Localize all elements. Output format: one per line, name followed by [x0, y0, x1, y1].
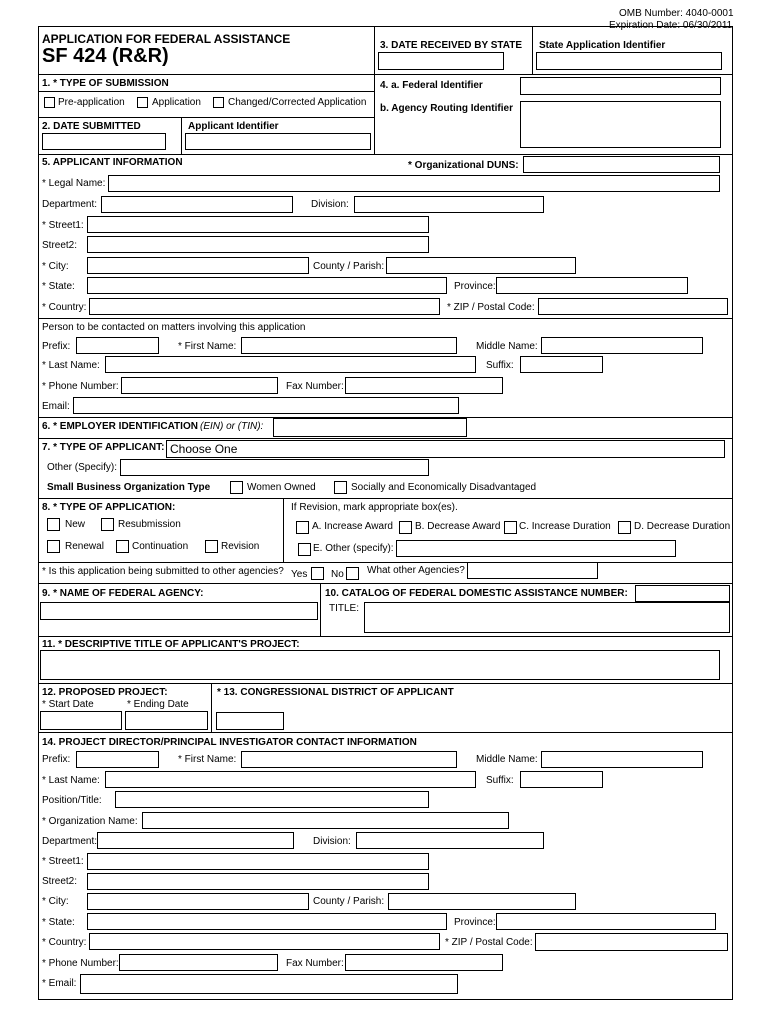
other-revision-checkbox[interactable] — [298, 543, 311, 556]
project-title-title: 11. * DESCRIPTIVE TITLE OF APPLICANT'S PROJECT: — [42, 639, 300, 650]
pd-middle-name-input[interactable] — [541, 751, 703, 768]
state-input[interactable] — [87, 277, 447, 294]
pd-prefix-label: Prefix: — [42, 754, 71, 765]
pd-country-label: * Country: — [42, 937, 87, 948]
pd-email-input[interactable] — [80, 974, 458, 994]
resubmission-label: Resubmission — [118, 519, 181, 530]
pd-province-input[interactable] — [496, 913, 716, 930]
resubmission-checkbox[interactable] — [101, 518, 114, 531]
agency-routing-label: b. Agency Routing Identifier — [380, 103, 513, 114]
decrease-duration-label: D. Decrease Duration — [634, 521, 731, 532]
proposed-project-title: 12. PROPOSED PROJECT: — [42, 687, 168, 698]
yes-checkbox[interactable] — [311, 567, 324, 580]
pd-city-label: * City: — [42, 896, 69, 907]
country-label: * Country: — [42, 302, 87, 313]
ein-title-italic: (EIN) or (TIN): — [200, 421, 264, 432]
pd-street2-label: Street2: — [42, 876, 78, 887]
duns-input[interactable] — [523, 156, 720, 173]
increase-duration-label: C. Increase Duration — [519, 521, 611, 532]
first-name-label: * First Name: — [178, 341, 237, 352]
city-label: * City: — [42, 261, 69, 272]
congressional-district-input[interactable] — [216, 712, 284, 730]
other-specify-label: Other (Specify): — [47, 462, 118, 473]
pd-county-input[interactable] — [388, 893, 576, 910]
decrease-award-checkbox[interactable] — [399, 521, 412, 534]
pd-last-name-input[interactable] — [105, 771, 476, 788]
type-of-application-title: 8. * TYPE OF APPLICATION: — [42, 502, 176, 513]
phone-label: * Phone Number: — [42, 381, 119, 392]
zip-input[interactable] — [538, 298, 728, 315]
pd-street1-label: * Street1: — [42, 856, 84, 867]
last-name-input[interactable] — [105, 356, 476, 373]
pd-state-input[interactable] — [87, 913, 447, 930]
renewal-checkbox[interactable] — [47, 540, 60, 553]
applicant-identifier-input[interactable] — [185, 133, 371, 150]
pd-fax-input[interactable] — [345, 954, 503, 971]
applicant-identifier-label: Applicant Identifier — [188, 121, 279, 132]
suffix-input[interactable] — [520, 356, 603, 373]
federal-identifier-label: 4. a. Federal Identifier — [380, 80, 483, 91]
pre-application-label: Pre-application — [58, 97, 125, 108]
changed-application-label: Changed/Corrected Application — [228, 97, 367, 108]
no-checkbox[interactable] — [346, 567, 359, 580]
application-checkbox[interactable] — [137, 97, 148, 108]
state-app-id-input[interactable] — [536, 52, 722, 70]
revision-checkbox[interactable] — [205, 540, 218, 553]
prefix-label: Prefix: — [42, 341, 71, 352]
increase-duration-checkbox[interactable] — [504, 521, 517, 534]
changed-application-checkbox[interactable] — [213, 97, 224, 108]
date-submitted-input[interactable] — [42, 133, 166, 150]
pd-department-label: Department: — [42, 836, 98, 847]
revision-note: If Revision, mark appropriate box(es). — [291, 502, 458, 513]
project-title-input[interactable] — [40, 650, 720, 680]
province-input[interactable] — [496, 277, 688, 294]
pd-first-name-label: * First Name: — [178, 754, 237, 765]
fax-input[interactable] — [345, 377, 503, 394]
pd-suffix-input[interactable] — [520, 771, 603, 788]
socially-disadvantaged-checkbox[interactable] — [334, 481, 347, 494]
pd-street2-input[interactable] — [87, 873, 429, 890]
contact-note: Person to be contacted on matters involving this application — [42, 322, 306, 333]
email-input[interactable] — [73, 397, 459, 414]
street1-input[interactable] — [87, 216, 429, 233]
congressional-district-title: * 13. CONGRESSIONAL DISTRICT OF APPLICANT — [217, 687, 454, 698]
province-label: Province: — [454, 281, 496, 292]
pd-country-input[interactable] — [89, 933, 440, 950]
ein-input[interactable] — [273, 418, 467, 437]
pd-county-label: County / Parish: — [313, 896, 385, 907]
pd-prefix-input[interactable] — [76, 751, 159, 768]
what-agencies-input[interactable] — [467, 562, 598, 579]
pd-position-input[interactable] — [115, 791, 429, 808]
division-label: Division: — [311, 199, 349, 210]
pd-street1-input[interactable] — [87, 853, 429, 870]
email-label: Email: — [42, 401, 70, 412]
cfda-title: 10. CATALOG OF FEDERAL DOMESTIC ASSISTANCE NUMBER: — [325, 588, 628, 599]
pd-org-name-input[interactable] — [142, 812, 509, 829]
other-specify-input[interactable] — [120, 459, 429, 476]
what-agencies-label: What other Agencies? — [367, 565, 465, 576]
duns-label: * Organizational DUNS: — [408, 160, 519, 171]
prefix-input[interactable] — [76, 337, 159, 354]
street2-label: Street2: — [42, 240, 78, 251]
state-app-id-label: State Application Identifier — [539, 40, 666, 51]
fax-label: Fax Number: — [286, 381, 344, 392]
revision-label: Revision — [221, 541, 260, 552]
applicant-information-title: 5. APPLICANT INFORMATION — [42, 157, 183, 168]
pre-application-checkbox[interactable] — [44, 97, 55, 108]
division-input[interactable] — [354, 196, 544, 213]
type-of-submission-title: 1. * TYPE OF SUBMISSION — [42, 78, 169, 89]
federal-identifier-input[interactable] — [520, 77, 721, 95]
other-agencies-question: * Is this application being submitted to other agencies? — [42, 566, 284, 577]
date-received-input[interactable] — [378, 52, 504, 70]
county-input[interactable] — [386, 257, 576, 274]
form-title: APPLICATION FOR FEDERAL ASSISTANCE — [42, 32, 291, 46]
continuation-label: Continuation — [132, 541, 189, 552]
increase-award-label: A. Increase Award — [312, 521, 393, 532]
pd-division-input[interactable] — [356, 832, 544, 849]
pd-org-name-label: * Organization Name: — [42, 816, 138, 827]
small-business-label: Small Business Organization Type — [47, 482, 211, 493]
department-label: Department: — [42, 199, 98, 210]
date-received-label: 3. DATE RECEIVED BY STATE — [380, 40, 523, 51]
type-of-applicant-title: 7. * TYPE OF APPLICANT: — [42, 442, 165, 453]
country-input[interactable] — [89, 298, 440, 315]
pd-division-label: Division: — [313, 836, 351, 847]
department-input[interactable] — [101, 196, 293, 213]
county-label: County / Parish: — [313, 261, 385, 272]
pd-fax-label: Fax Number: — [286, 958, 344, 969]
expiration-date: Expiration Date: 06/30/2011 — [609, 20, 733, 31]
phone-input[interactable] — [121, 377, 278, 394]
federal-agency-title: 9. * NAME OF FEDERAL AGENCY: — [42, 588, 204, 599]
other-revision-label: E. Other (specify): — [313, 543, 394, 554]
type-of-applicant-select[interactable]: Choose One — [166, 440, 725, 458]
date-submitted-label: 2. DATE SUBMITTED — [42, 121, 141, 132]
women-owned-checkbox[interactable] — [230, 481, 243, 494]
street2-input[interactable] — [87, 236, 429, 253]
pd-city-input[interactable] — [87, 893, 309, 910]
pd-phone-label: * Phone Number: — [42, 958, 119, 969]
decrease-award-label: B. Decrease Award — [415, 521, 501, 532]
other-revision-input[interactable] — [396, 540, 676, 557]
state-label: * State: — [42, 281, 75, 292]
pd-state-label: * State: — [42, 917, 75, 928]
no-label: No — [331, 569, 344, 580]
women-owned-label: Women Owned — [247, 482, 316, 493]
yes-label: Yes — [291, 569, 308, 580]
omb-number: OMB Number: 4040-0001 — [619, 8, 734, 19]
cfda-title-label: TITLE: — [329, 603, 360, 614]
middle-name-label: Middle Name: — [476, 341, 538, 352]
new-label: New — [65, 519, 86, 530]
middle-name-input[interactable] — [541, 337, 703, 354]
socially-disadvantaged-label: Socially and Economically Disadvantaged — [351, 482, 537, 493]
zip-label: * ZIP / Postal Code: — [447, 302, 535, 313]
ein-title: 6. * EMPLOYER IDENTIFICATION — [42, 421, 198, 432]
increase-award-checkbox[interactable] — [296, 521, 309, 534]
federal-agency-input[interactable] — [40, 602, 318, 620]
legal-name-input[interactable] — [108, 175, 720, 192]
renewal-label: Renewal — [65, 541, 104, 552]
new-checkbox[interactable] — [47, 518, 60, 531]
cfda-title-input[interactable] — [364, 602, 730, 633]
pd-email-label: * Email: — [42, 978, 77, 989]
suffix-label: Suffix: — [486, 360, 514, 371]
pd-department-input[interactable] — [97, 832, 294, 849]
first-name-input[interactable] — [241, 337, 457, 354]
pd-zip-label: * ZIP / Postal Code: — [445, 937, 533, 948]
pd-province-label: Province: — [454, 917, 496, 928]
pd-middle-name-label: Middle Name: — [476, 754, 538, 765]
pd-last-name-label: * Last Name: — [42, 775, 100, 786]
pd-phone-input[interactable] — [119, 954, 278, 971]
last-name-label: * Last Name: — [42, 360, 100, 371]
pd-zip-input[interactable] — [535, 933, 728, 951]
pd-first-name-input[interactable] — [241, 751, 457, 768]
end-date-input[interactable] — [125, 711, 208, 730]
pd-suffix-label: Suffix: — [486, 775, 514, 786]
agency-routing-input[interactable] — [520, 101, 721, 148]
legal-name-label: * Legal Name: — [42, 178, 106, 189]
form-code: SF 424 (R&R) — [42, 45, 169, 67]
pd-position-label: Position/Title: — [42, 795, 102, 806]
street1-label: * Street1: — [42, 220, 84, 231]
start-date-label: * Start Date — [42, 699, 94, 710]
continuation-checkbox[interactable] — [116, 540, 129, 553]
cfda-number-input[interactable] — [635, 585, 730, 602]
application-label: Application — [152, 97, 201, 108]
end-date-label: * Ending Date — [127, 699, 189, 710]
start-date-input[interactable] — [40, 711, 122, 730]
decrease-duration-checkbox[interactable] — [618, 521, 631, 534]
pd-pi-title: 14. PROJECT DIRECTOR/PRINCIPAL INVESTIGATOR CONTACT INFORMATION — [42, 737, 417, 748]
city-input[interactable] — [87, 257, 309, 274]
